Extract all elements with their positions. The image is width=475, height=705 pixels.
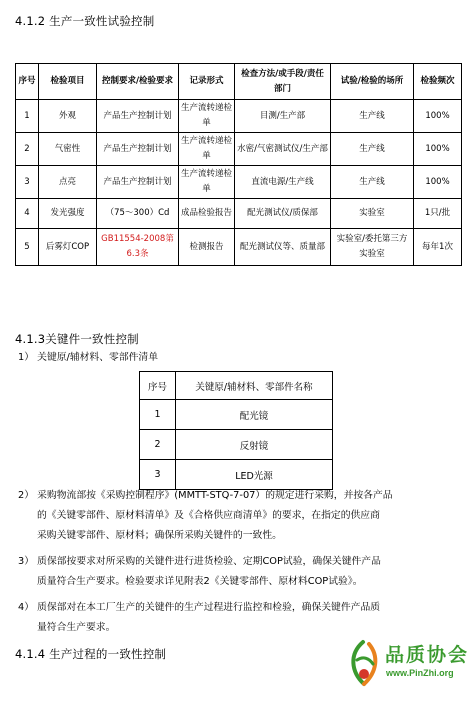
- cell-requirement: 产品生产控制计划: [97, 100, 179, 133]
- cell-requirement: 产品生产控制计划: [97, 166, 179, 199]
- cell-frequency: 100%: [414, 166, 462, 199]
- cell-record: 生产流转递检单: [179, 100, 235, 133]
- cell-frequency: 100%: [414, 133, 462, 166]
- cell-no: 3: [16, 166, 39, 199]
- cell-no: 5: [16, 229, 39, 266]
- paragraph-line: 量符合生产要求。: [37, 622, 116, 633]
- key-parts-table: [139, 371, 333, 490]
- table-row: [16, 199, 462, 229]
- cell-method: 配光测试仪等、质量部: [235, 229, 331, 266]
- col-header: 记录形式: [179, 64, 235, 100]
- cell-name: 反射镜: [176, 430, 333, 460]
- table-header-row: [140, 372, 333, 400]
- cell-requirement: 产品生产控制计划: [97, 133, 179, 166]
- cell-item: 点亮: [39, 166, 97, 199]
- cell-no: 4: [16, 199, 39, 229]
- table-row: [140, 400, 333, 430]
- cell-no: 3: [140, 460, 176, 490]
- cell-no: 1: [140, 400, 176, 430]
- section-heading-412: 4.1.2 生产一致性试验控制: [15, 14, 155, 28]
- table-row: [16, 100, 462, 133]
- table-header-row: [16, 64, 462, 100]
- table-row: [140, 430, 333, 460]
- cell-no: 2: [16, 133, 39, 166]
- table-row: [16, 133, 462, 166]
- table-row: [16, 229, 462, 266]
- col-header: 检验项目: [39, 64, 97, 100]
- cell-item: 发光强度: [39, 199, 97, 229]
- cell-record: 生产流转递检单: [179, 166, 235, 199]
- cell-frequency: 100%: [414, 100, 462, 133]
- cell-method: 目测/生产部: [235, 100, 331, 133]
- cell-name: LED光源: [176, 460, 333, 490]
- cell-no: 1: [16, 100, 39, 133]
- list-item-1: 1） 关键原/辅材料、零部件清单: [18, 352, 159, 363]
- cell-record: 生产流转递检单: [179, 133, 235, 166]
- cell-place: 生产线: [331, 133, 414, 166]
- cell-method: 水密/气密测试仪/生产部: [235, 133, 331, 166]
- col-header: 检验频次: [414, 64, 462, 100]
- cell-requirement: GB11554-2008第6.3条: [97, 229, 179, 266]
- cell-frequency: 1只/批: [414, 199, 462, 229]
- logo-mark-icon: [343, 634, 385, 690]
- cell-place: 实验室: [331, 199, 414, 229]
- col-header: 序号: [140, 372, 176, 400]
- paragraph-line: 3） 质保部按要求对所采购的关键件进行进货检验、定期COP试验，确保关键件产品: [18, 556, 381, 567]
- col-header: 序号: [16, 64, 39, 100]
- col-header: 检查方法/或手段/责任部门: [235, 64, 331, 100]
- table-row: [16, 166, 462, 199]
- cell-item: 外观: [39, 100, 97, 133]
- cell-no: 2: [140, 430, 176, 460]
- cell-place: 生产线: [331, 100, 414, 133]
- paragraph-line: 2） 采购物流部按《采购控制程序》(MMTT-STQ-7-07）的规定进行采购，并按各产品: [18, 490, 393, 501]
- paragraph-2: [18, 486, 468, 546]
- paragraph-line: 4） 质保部对在本工厂生产的关键件的生产过程进行监控和检验，确保关键件产品质: [18, 602, 381, 613]
- logo-url: www.PinZhi.org: [386, 668, 454, 678]
- watermark-logo: [343, 630, 473, 704]
- table-row: [140, 460, 333, 490]
- cell-record: 检测报告: [179, 229, 235, 266]
- paragraph-line: 采购关键零部件、原材料；确保所采购关键件的一致性。: [37, 530, 282, 541]
- col-header: 关键原/辅材料、零部件名称: [176, 372, 333, 400]
- cell-method: 配光测试仪/质保部: [235, 199, 331, 229]
- cell-frequency: 每年1次: [414, 229, 462, 266]
- cell-place: 生产线: [331, 166, 414, 199]
- cell-requirement: （75～300）Cd: [97, 199, 179, 229]
- col-header: 控制要求/检验要求: [97, 64, 179, 100]
- cell-item: 气密性: [39, 133, 97, 166]
- section-heading-413: 4.1.3关键件一致性控制: [15, 332, 139, 346]
- cell-record: 成品检验报告: [179, 199, 235, 229]
- cell-method: 直流电源/生产线: [235, 166, 331, 199]
- section-heading-414: 4.1.4 生产过程的一致性控制: [15, 647, 167, 661]
- cell-item: 后雾灯COP: [39, 229, 97, 266]
- paragraph-line: 的《关键零部件、原材料清单》及《合格供应商清单》的要求，在指定的供应商: [37, 510, 380, 521]
- cell-place: 实验室/委托第三方实验室: [331, 229, 414, 266]
- paragraph-3: [18, 552, 468, 592]
- cell-name: 配光镜: [176, 400, 333, 430]
- consistency-test-table: [15, 63, 462, 266]
- col-header: 试验/检验的场所: [331, 64, 414, 100]
- logo-title: 品质协会: [385, 644, 470, 666]
- paragraph-line: 质量符合生产要求。检验要求详见附表2《关键零部件、原材料COP试验》。: [37, 576, 363, 587]
